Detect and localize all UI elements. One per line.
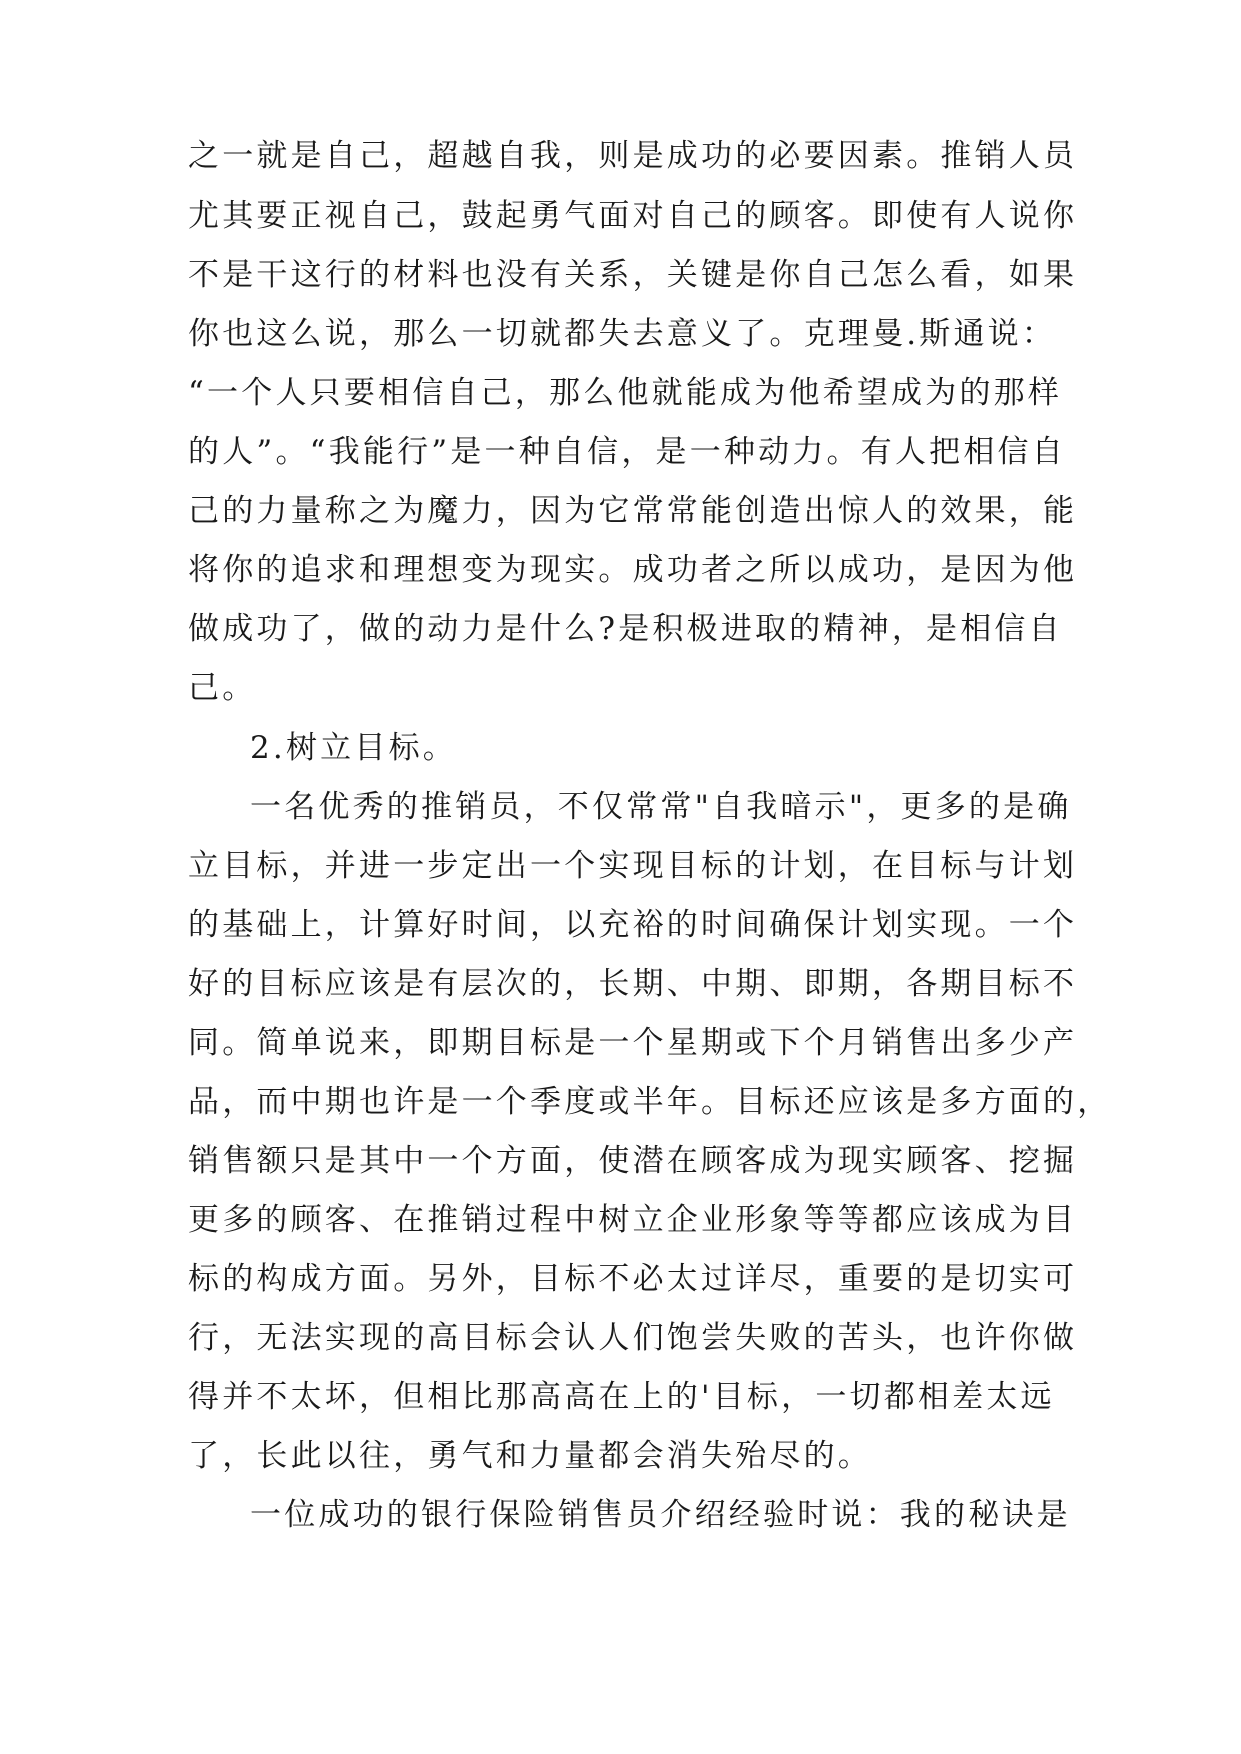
- paragraph-line: 不是干这行的材料也没有关系，关键是你自己怎么看，如果: [188, 257, 1078, 293]
- paragraph-line: 做成功了，做的动力是什么?是积极进取的精神，是相信自: [188, 611, 1063, 647]
- paragraph-line: 标的构成方面。另外，目标不必太过详尽，重要的是切实可: [188, 1261, 1078, 1297]
- paragraph-line: 好的目标应该是有层次的，长期、中期、即期，各期目标不: [188, 966, 1078, 1002]
- paragraph-line: 你也这么说，那么一切就都失去意义了。克理曼.斯通说：: [188, 316, 1057, 352]
- paragraph-line: 品，而中期也许是一个季度或半年。目标还应该是多方面的，: [188, 1084, 1112, 1120]
- paragraph-line: 销售额只是其中一个方面，使潜在顾客成为现实顾客、挖掘: [188, 1143, 1078, 1179]
- paragraph-line: 行，无法实现的高目标会认人们饱尝失败的苦头，也许你做: [188, 1320, 1078, 1356]
- section-heading: 2.树立目标。: [250, 730, 457, 766]
- paragraph-line: 的人”。“我能行”是一种自信，是一种动力。有人把相信自: [188, 434, 1066, 470]
- paragraph-line: 己。: [188, 670, 257, 706]
- paragraph-line: 将你的追求和理想变为现实。成功者之所以成功，是因为他: [188, 552, 1078, 588]
- paragraph-line: 之一就是自己，超越自我，则是成功的必要因素。推销人员: [188, 138, 1078, 174]
- paragraph-line: 一名优秀的推销员，不仅常常"自我暗示"，更多的是确: [250, 789, 1072, 825]
- paragraph-line: 的基础上，计算好时间，以充裕的时间确保计划实现。一个: [188, 907, 1078, 943]
- paragraph-line: 得并不太坏，但相比那高高在上的'目标，一切都相差太远: [188, 1379, 1055, 1415]
- paragraph-line: 了，长此以往，勇气和力量都会消失殆尽的。: [188, 1438, 872, 1474]
- paragraph-line: “一个人只要相信自己，那么他就能成为他希望成为的那样: [188, 375, 1063, 411]
- paragraph-line: 立目标，并进一步定出一个实现目标的计划，在目标与计划: [188, 848, 1078, 884]
- paragraph-line: 己的力量称之为魔力，因为它常常能创造出惊人的效果，能: [188, 493, 1078, 529]
- paragraph-line: 同。简单说来，即期目标是一个星期或下个月销售出多少产: [188, 1025, 1078, 1061]
- paragraph-line: 一位成功的银行保险销售员介绍经验时说：我的秘诀是: [250, 1497, 1071, 1533]
- paragraph-line: 更多的顾客、在推销过程中树立企业形象等等都应该成为目: [188, 1202, 1078, 1238]
- paragraph-line: 尤其要正视自己，鼓起勇气面对自己的顾客。即使有人说你: [188, 198, 1078, 234]
